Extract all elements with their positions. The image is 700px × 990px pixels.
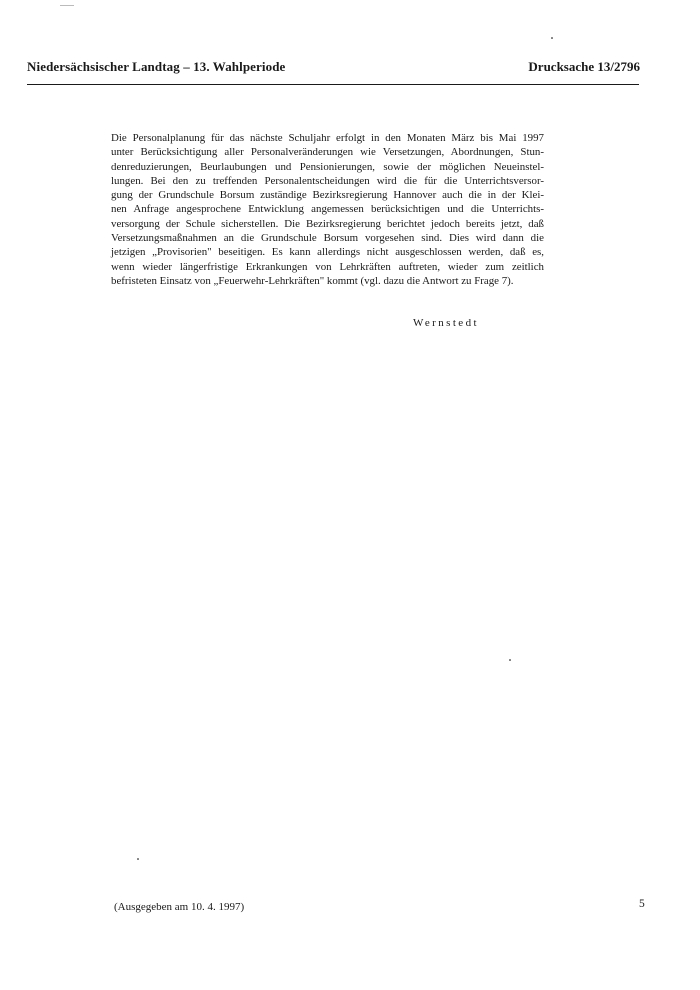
body-line: befristeten Einsatz von „Feuerwehr-Lehrkräften" kommt (vgl. dazu die Antwort zu Frage 7). (111, 274, 514, 287)
body-line: nen Anfrage angesprochene Entwicklung angemessen berücksichtigen und die Unterrichts- (111, 203, 544, 216)
scan-speck (60, 5, 74, 6)
body-line: wenn wieder längerfristige Erkrankungen von Lehrkräften auftreten, wieder zum zeitlich (111, 260, 544, 273)
body-line: gung der Grundschule Borsum zuständige Bezirksregierung Hannover auch die in der Klei- (111, 189, 544, 202)
signature: Wernstedt (413, 317, 479, 329)
issue-date-note: (Ausgegeben am 10. 4. 1997) (114, 901, 245, 913)
header-divider (27, 84, 639, 85)
page-number: 5 (639, 898, 645, 910)
body-line: jetzigen „Provisorien" beseitigen. Es kann allerdings nicht ausgeschlossen werden, daß es, (111, 246, 544, 259)
body-line: versorgung der Schule sicherstellen. Die Bezirksregierung berichtet jedoch bereits jetzt, daß (111, 217, 544, 230)
header-title: Niedersächsischer Landtag – 13. Wahlperiode (27, 59, 286, 74)
body-line: Die Personalplanung für das nächste Schuljahr erfolgt in den Monaten März bis Mai 1997 (111, 132, 544, 144)
body-line: Versetzungsmaßnahmen an die Grundschule Borsum vorgesehen sind. Dies wird dann die (111, 232, 544, 245)
body-line: lungen. Bei den zu treffenden Personalentscheidungen wird die für die Unterrichtsversor- (111, 174, 544, 187)
body-line: denreduzierungen, Beurlaubungen und Pensionierungen, sowie der möglichen Neueinstel- (111, 160, 544, 173)
body-line: unter Berücksichtigung aller Personalveränderungen wie Versetzungen, Abordnungen, Stun- (111, 146, 544, 159)
scan-speck (137, 858, 139, 860)
document-number: Drucksache 13/2796 (528, 59, 640, 74)
scan-speck (509, 659, 511, 661)
body-paragraph (111, 131, 544, 288)
scan-speck (551, 37, 553, 39)
